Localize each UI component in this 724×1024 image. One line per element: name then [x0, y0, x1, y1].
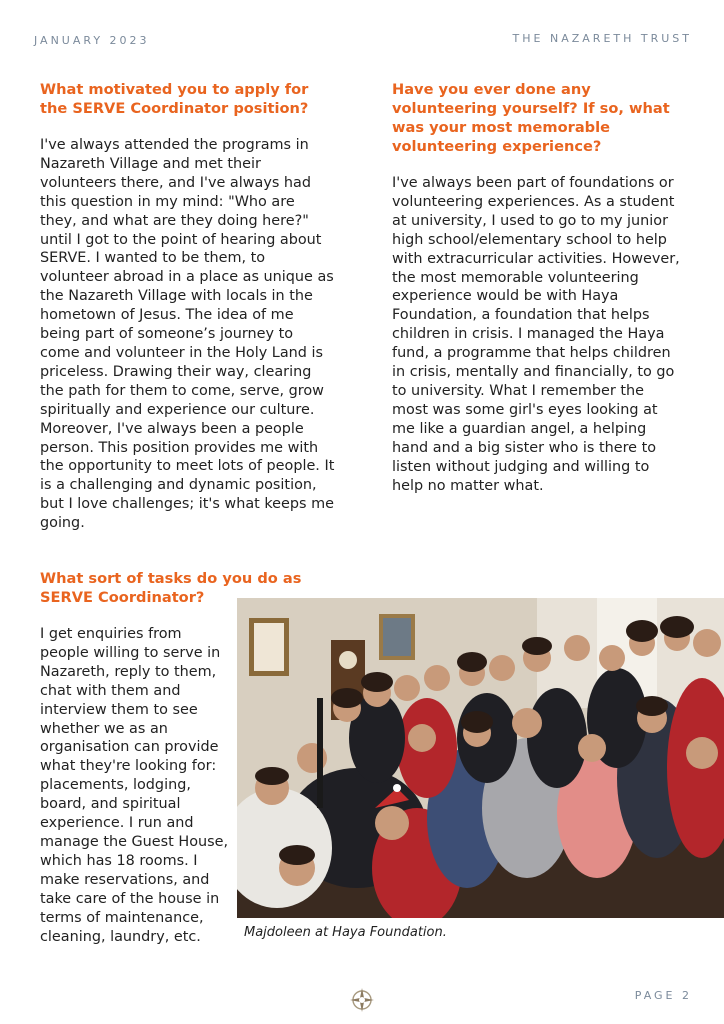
organization-name: THE NAZARETH TRUST	[512, 32, 692, 45]
question-heading: What sort of tasks do you do as SERVE Coordinator?	[40, 570, 302, 606]
issue-date: JANUARY 2023	[34, 34, 150, 47]
group-photo	[237, 598, 724, 918]
question-heading: Have you ever done any volunteering yourself? If so, what was your most memorable volunteering experience?	[392, 81, 670, 155]
compass-emblem-icon	[349, 987, 375, 1013]
answer-paragraph: I've always attended the programs in Nazareth Village and met their volunteers there, and I've always had this question in my mind: "Who are they, and what are they doing here?" until I got to the point of hearing about SERVE. I wanted to be them, to volunteer abroad in a place as unique as the Nazareth Village with locals in the hometown of Jesus. The idea of me being part of someone’s journey to come and volunteer in the Holy Land is priceless. Drawing their way, clearing the path for them to come, serve, grow spiritually and experience our culture. Moreover, I've always been a people person. This position provides me with the opportunity to meet lots of people. It is a challenging and dynamic position, but I love challenges; it's what keeps me going.	[40, 137, 335, 532]
group-photo-illustration	[237, 598, 724, 918]
answer-paragraph: I've always been part of foundations or volunteering experiences. As a student at university, I used to go to my junior high school/elementary school to help with extracurricular activities. However, the most memorable volunteering experience would be with Haya Foundation, a foundation that helps children in crisis. I managed the Haya fund, a programme that helps children in crisis, mentally and financially, to go to university. What I remember the most was some girl's eyes looking at me like a guardian angel, a helping hand and a big sister who is there to listen without judging and willing to help no matter what.	[392, 175, 680, 494]
question-heading: What motivated you to apply for the SERVE Coordinator position?	[40, 81, 309, 117]
photo-caption: Majdoleen at Haya Foundation.	[244, 925, 447, 940]
answer-paragraph: I get enquiries from people willing to serve in Nazareth, reply to them, chat with them and interview them to see whether we as an organisation can provide what they're looking for: placements, lodging, board, and spiritual experience. I run and manage the Guest House, which has 18 rooms. I make reservations, and take care of the house in terms of maintenance, cleaning, laundry, etc.	[40, 626, 229, 945]
page-number: PAGE 2	[634, 989, 692, 1002]
